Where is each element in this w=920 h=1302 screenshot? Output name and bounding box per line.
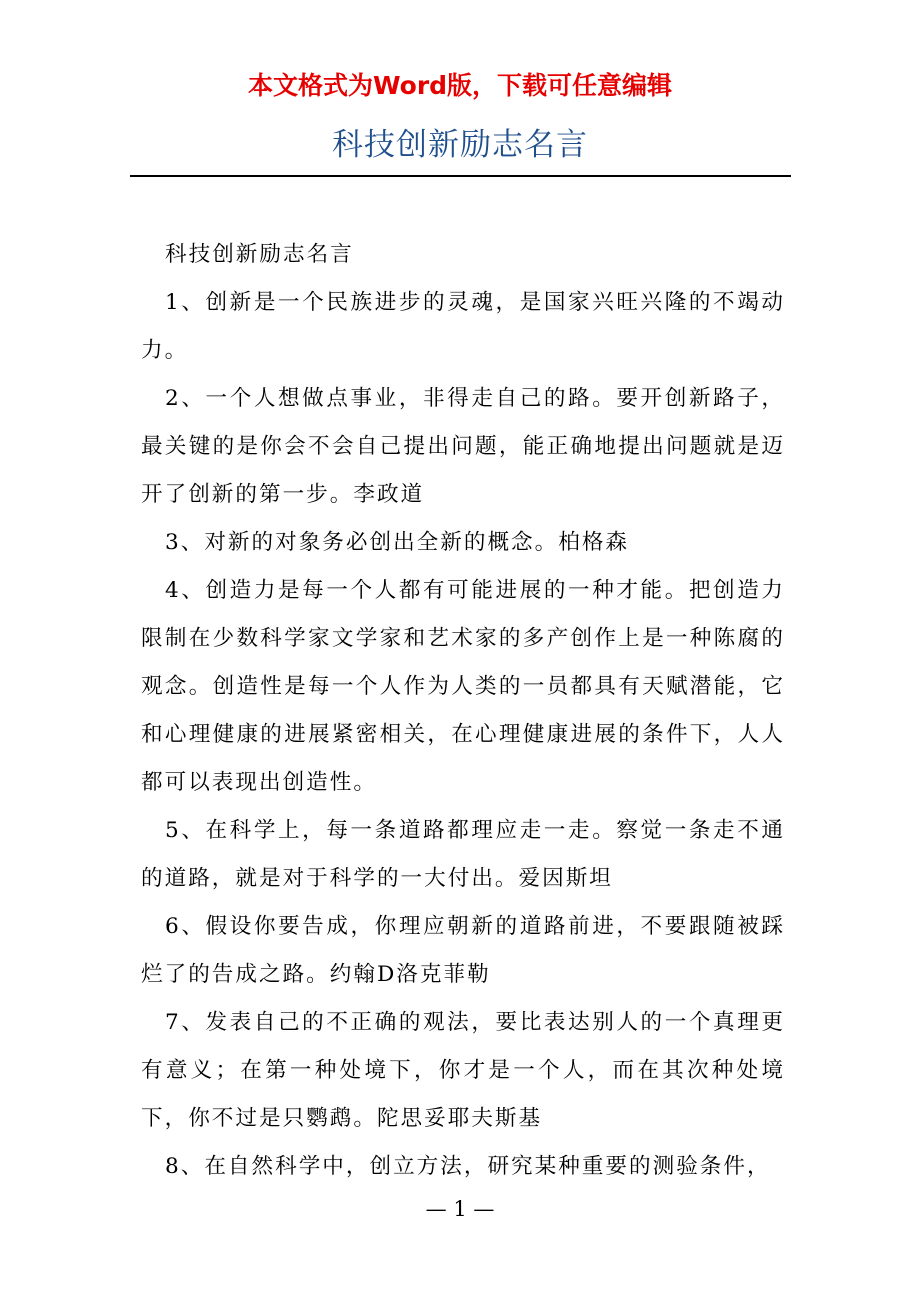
quote-paragraph: 3、对新的对象务必创出全新的概念。柏格森 — [165, 530, 630, 555]
body-heading: 科技创新励志名言 — [165, 242, 354, 267]
document-body — [141, 231, 785, 1191]
quote-paragraph: 2、一个人想做点事业，非得走自己的路。要开创新路子，最关键的是你会不会自己提出问题，能正确地提出问题就是迈开了创新的第一步。李政道 — [141, 386, 785, 507]
document-title: 科技创新励志名言 — [332, 127, 588, 163]
title-divider — [130, 175, 791, 177]
download-notice: 本文格式为Word版，下载可任意编辑 — [247, 71, 673, 100]
quote-paragraph: 7、发表自己的不正确的观法，要比表达别人的一个真理更有意义；在第一种处境下，你才是一个人，而在其次种处境下，你不过是只鹦鹉。陀思妥耶夫斯基 — [141, 1010, 785, 1131]
quote-paragraph: 8、在自然科学中，创立方法，研究某种重要的测验条件， — [165, 1154, 771, 1179]
quote-paragraph: 5、在科学上，每一条道路都理应走一走。察觉一条走不通的道路，就是对于科学的一大付出。爱因斯坦 — [141, 818, 785, 891]
quote-paragraph: 6、假设你要告成，你理应朝新的道路前进，不要跟随被踩烂了的告成之路。约翰D洛克菲勒 — [141, 914, 785, 987]
quote-paragraph: 4、创造力是每一个人都有可能进展的一种才能。把创造力限制在少数科学家文学家和艺术家的多产创作上是一种陈腐的观念。创造性是每一个人作为人类的一员都具有天赋潜能，它和心理健康的进展紧密相关，在心理健康进展的条件下，人人都可以表现出创造性。 — [141, 578, 785, 795]
page-number: — 1 — — [425, 1197, 495, 1221]
quote-paragraph: 1、创新是一个民族进步的灵魂，是国家兴旺兴隆的不竭动力。 — [141, 290, 785, 363]
